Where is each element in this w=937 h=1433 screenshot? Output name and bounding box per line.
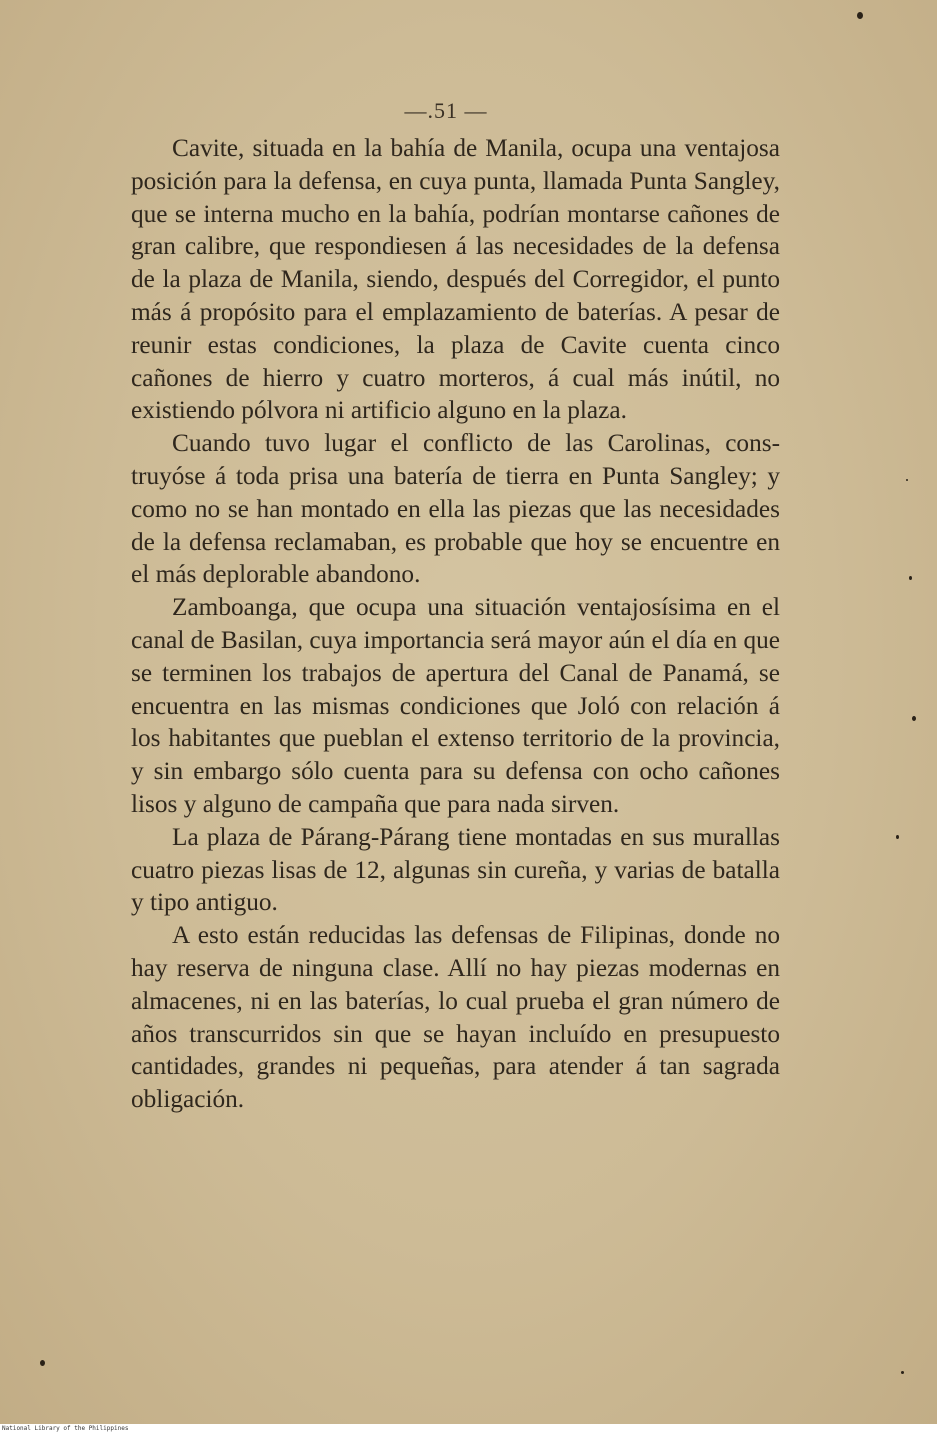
ink-speck bbox=[912, 716, 916, 721]
body-text bbox=[131, 132, 780, 1116]
ink-speck bbox=[896, 835, 899, 839]
ink-speck bbox=[909, 576, 912, 580]
page-number: —.51 — bbox=[404, 98, 488, 123]
ink-speck bbox=[40, 1360, 45, 1366]
paragraph-carolinas: Cuando tuvo lugar el conflicto de las Carolinas, construyóse á toda prisa una batería de tierra en Punta Sangley; y como no se han montado en ella las piezas que las necesidades de la defensa reclamaban, es probable que hoy se encuentre en el más deplorable abandono. bbox=[131, 429, 780, 589]
paragraph-parang: La plaza de Párang-Párang tiene montadas en sus murallas cuatro piezas lisas de 12, algunas sin cureña, y varias de batalla y tipo antiguo. bbox=[131, 822, 780, 917]
library-credit: National Library of the Philippines bbox=[2, 1425, 129, 1432]
ink-speck bbox=[906, 479, 908, 481]
ink-speck bbox=[901, 1371, 904, 1374]
ink-speck bbox=[857, 12, 863, 19]
footer-bar bbox=[0, 1424, 937, 1433]
paragraph-cavite: Cavite, situada en la bahía de Manila, ocupa una ventajosa posición para la defensa, en cuya punta, llamada Punta Sangley, que se interna mucho en la bahía, podrían montarse cañones de gran calibre, que respondiesen á las necesidades de la defensa de la plaza de Manila, siendo, después del Corregidor, el punto más á propósito para el emplazamiento de baterías. A pesar de reunir estas condiciones, la plaza de Cavite cuenta cinco cañones de hierro y cuatro morteros, á cual más inútil, no existiendo pólvora ni artificio alguno en la plaza. bbox=[131, 134, 780, 425]
paragraph-zamboanga: Zamboanga, que ocupa una situación ventajosísima en el canal de Basilan, cuya importancia será mayor aún el día en que se terminen los trabajos de apertura del Canal de Panamá, se encuentra en las mismas condiciones que Joló con relación á los habitantes que pueblan el extenso territorio de la provincia, y sin embargo sólo cuenta para su defensa con ocho cañones lisos y alguno de campaña que para nada sirven. bbox=[131, 593, 781, 818]
paragraph-filipinas: A esto están reducidas las defensas de Filipinas, donde no hay reserva de ninguna clase. Allí no hay piezas modernas en almacenes, ni en las baterías, lo cual prueba el gran número de años transcurridos sin que se hayan incluído en presupuesto cantidades, grandes ni pequeñas, para atender á tan sagrada obligación. bbox=[131, 921, 780, 1114]
